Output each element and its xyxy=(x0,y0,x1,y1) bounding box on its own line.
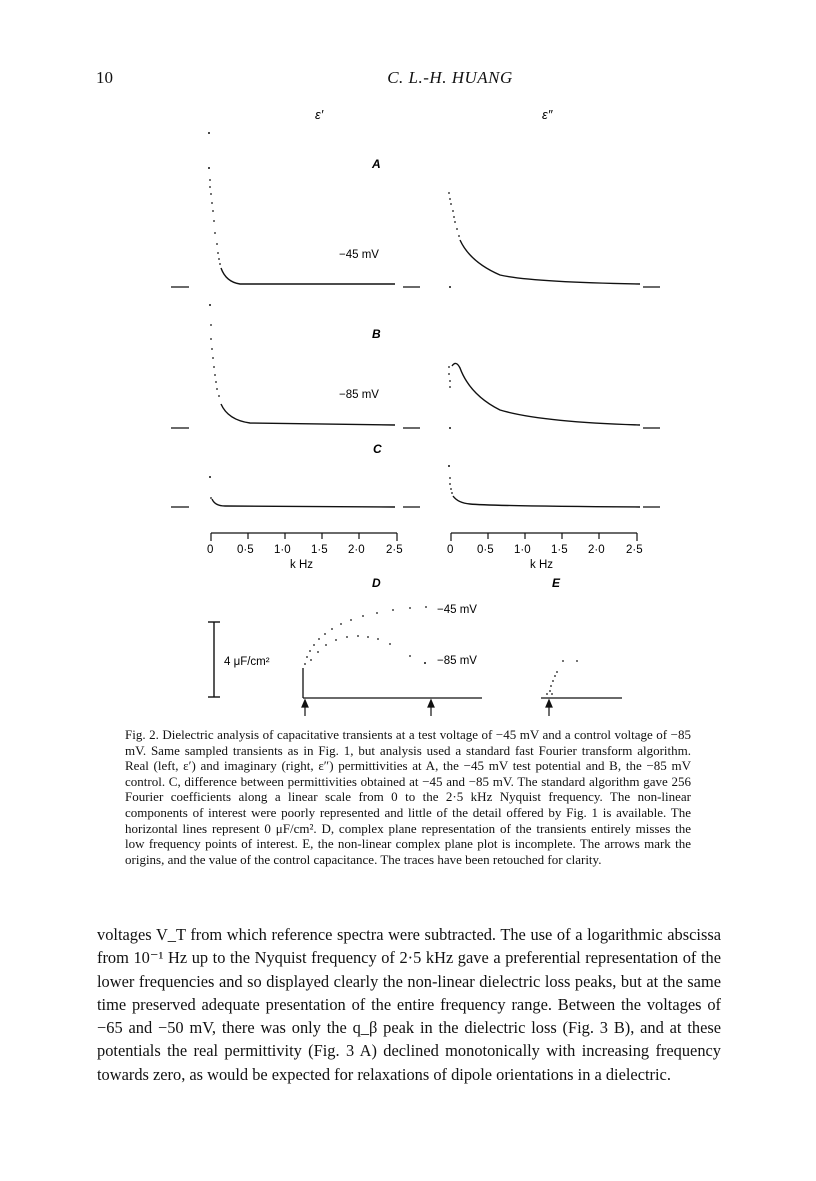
figure-caption: Fig. 2. Dielectric analysis of capacitative transients at a test voltage of −45 mV and a control voltage of −85 mV. Same sampled transients as in Fig. 1, but analysis used a standard fast Fourier transform algorithm. Real (left, ε′) and imaginary (right, ε″) permittivities at A, the −45 mV test potential and B, the −85 mV control. C, difference between permittivities obtained at −45 and −85 mV. The standard algorithm gave 256 Fourier coefficients along a linear scale from 0 to the 2·5 kHz Nyquist frequency. The non-linear components of interest were poorly represented and little of the detail offered by Fig. 1 is available. The horizontal lines represent 0 μF/cm². D, complex plane representation of the transients entirely misses the low frequency points of interest. E, the non-linear complex plane plot is incomplete. The arrows mark the origins, and the value of the control capacitance. The traces have been retouched for clarity. xyxy=(125,727,691,867)
frequency-axis-real xyxy=(211,533,397,541)
arrow-up-icon xyxy=(546,700,552,716)
page-number: 10 xyxy=(96,68,113,87)
tick-label: 1·0 xyxy=(514,544,531,556)
running-head: C. L.-H. HUANG xyxy=(387,68,513,87)
complex-label-45: −45 mV xyxy=(437,604,477,616)
tick-label: 0·5 xyxy=(237,544,254,556)
trace-a-imag xyxy=(448,192,640,288)
tick-label: 2·0 xyxy=(588,544,605,556)
scale-bar-label: 4 μF/cm² xyxy=(224,656,270,668)
trace-a-real xyxy=(208,132,395,284)
frequency-axis-imag xyxy=(451,533,637,541)
trace-c-imag xyxy=(448,465,640,507)
tick-label: 2·5 xyxy=(386,544,403,556)
panel-label-d: D xyxy=(372,576,381,590)
axis-unit-imag: k Hz xyxy=(530,559,553,571)
complex-plane-e xyxy=(541,660,622,698)
tick-label: 0 xyxy=(207,544,214,556)
tick-label: 2·0 xyxy=(348,544,365,556)
arrow-up-icon xyxy=(302,700,308,716)
trace-c-real xyxy=(209,476,395,507)
arrow-up-icon xyxy=(428,700,434,716)
col-label-real: ε′ xyxy=(315,107,324,122)
panel-label-c: C xyxy=(373,442,382,456)
scale-bar xyxy=(208,622,220,697)
panel-label-e: E xyxy=(552,576,561,590)
tick-label: 2·5 xyxy=(626,544,643,556)
trace-b-imag xyxy=(448,363,640,429)
panel-label-b: B xyxy=(372,327,381,341)
tick-label: 0 xyxy=(447,544,454,556)
tick-label: 1·0 xyxy=(274,544,291,556)
complex-plane-d xyxy=(303,606,482,698)
tick-label: 0·5 xyxy=(477,544,494,556)
body-paragraph: voltages V_T from which reference spectra were subtracted. The use of a logarithmic abscissa from 10⁻¹ Hz up to the Nyquist frequency of 2·5 kHz gave a preferential representation of the lower frequencies and so displayed clearly the non-linear dielectric loss peaks, but at the same time preserved adequate presentation of the entire frequency range. Between the voltages of −65 and −50 mV, there was only the q_β peak in the dielectric loss (Fig. 3 B), and at these potentials the real permittivity (Fig. 3 A) declined monotonically with increasing frequency towards zero, as would be expected for relaxations of dipole orientations in a dielectric. xyxy=(97,925,721,1084)
col-label-imag: ε″ xyxy=(542,107,553,122)
tick-label: 1·5 xyxy=(551,544,568,556)
voltage-label-a: −45 mV xyxy=(339,249,379,261)
panel-label-a: A xyxy=(372,157,381,171)
complex-label-85: −85 mV xyxy=(437,655,477,667)
axis-unit-real: k Hz xyxy=(290,559,313,571)
tick-label: 1·5 xyxy=(311,544,328,556)
trace-b-real xyxy=(209,304,395,425)
voltage-label-b: −85 mV xyxy=(339,389,379,401)
